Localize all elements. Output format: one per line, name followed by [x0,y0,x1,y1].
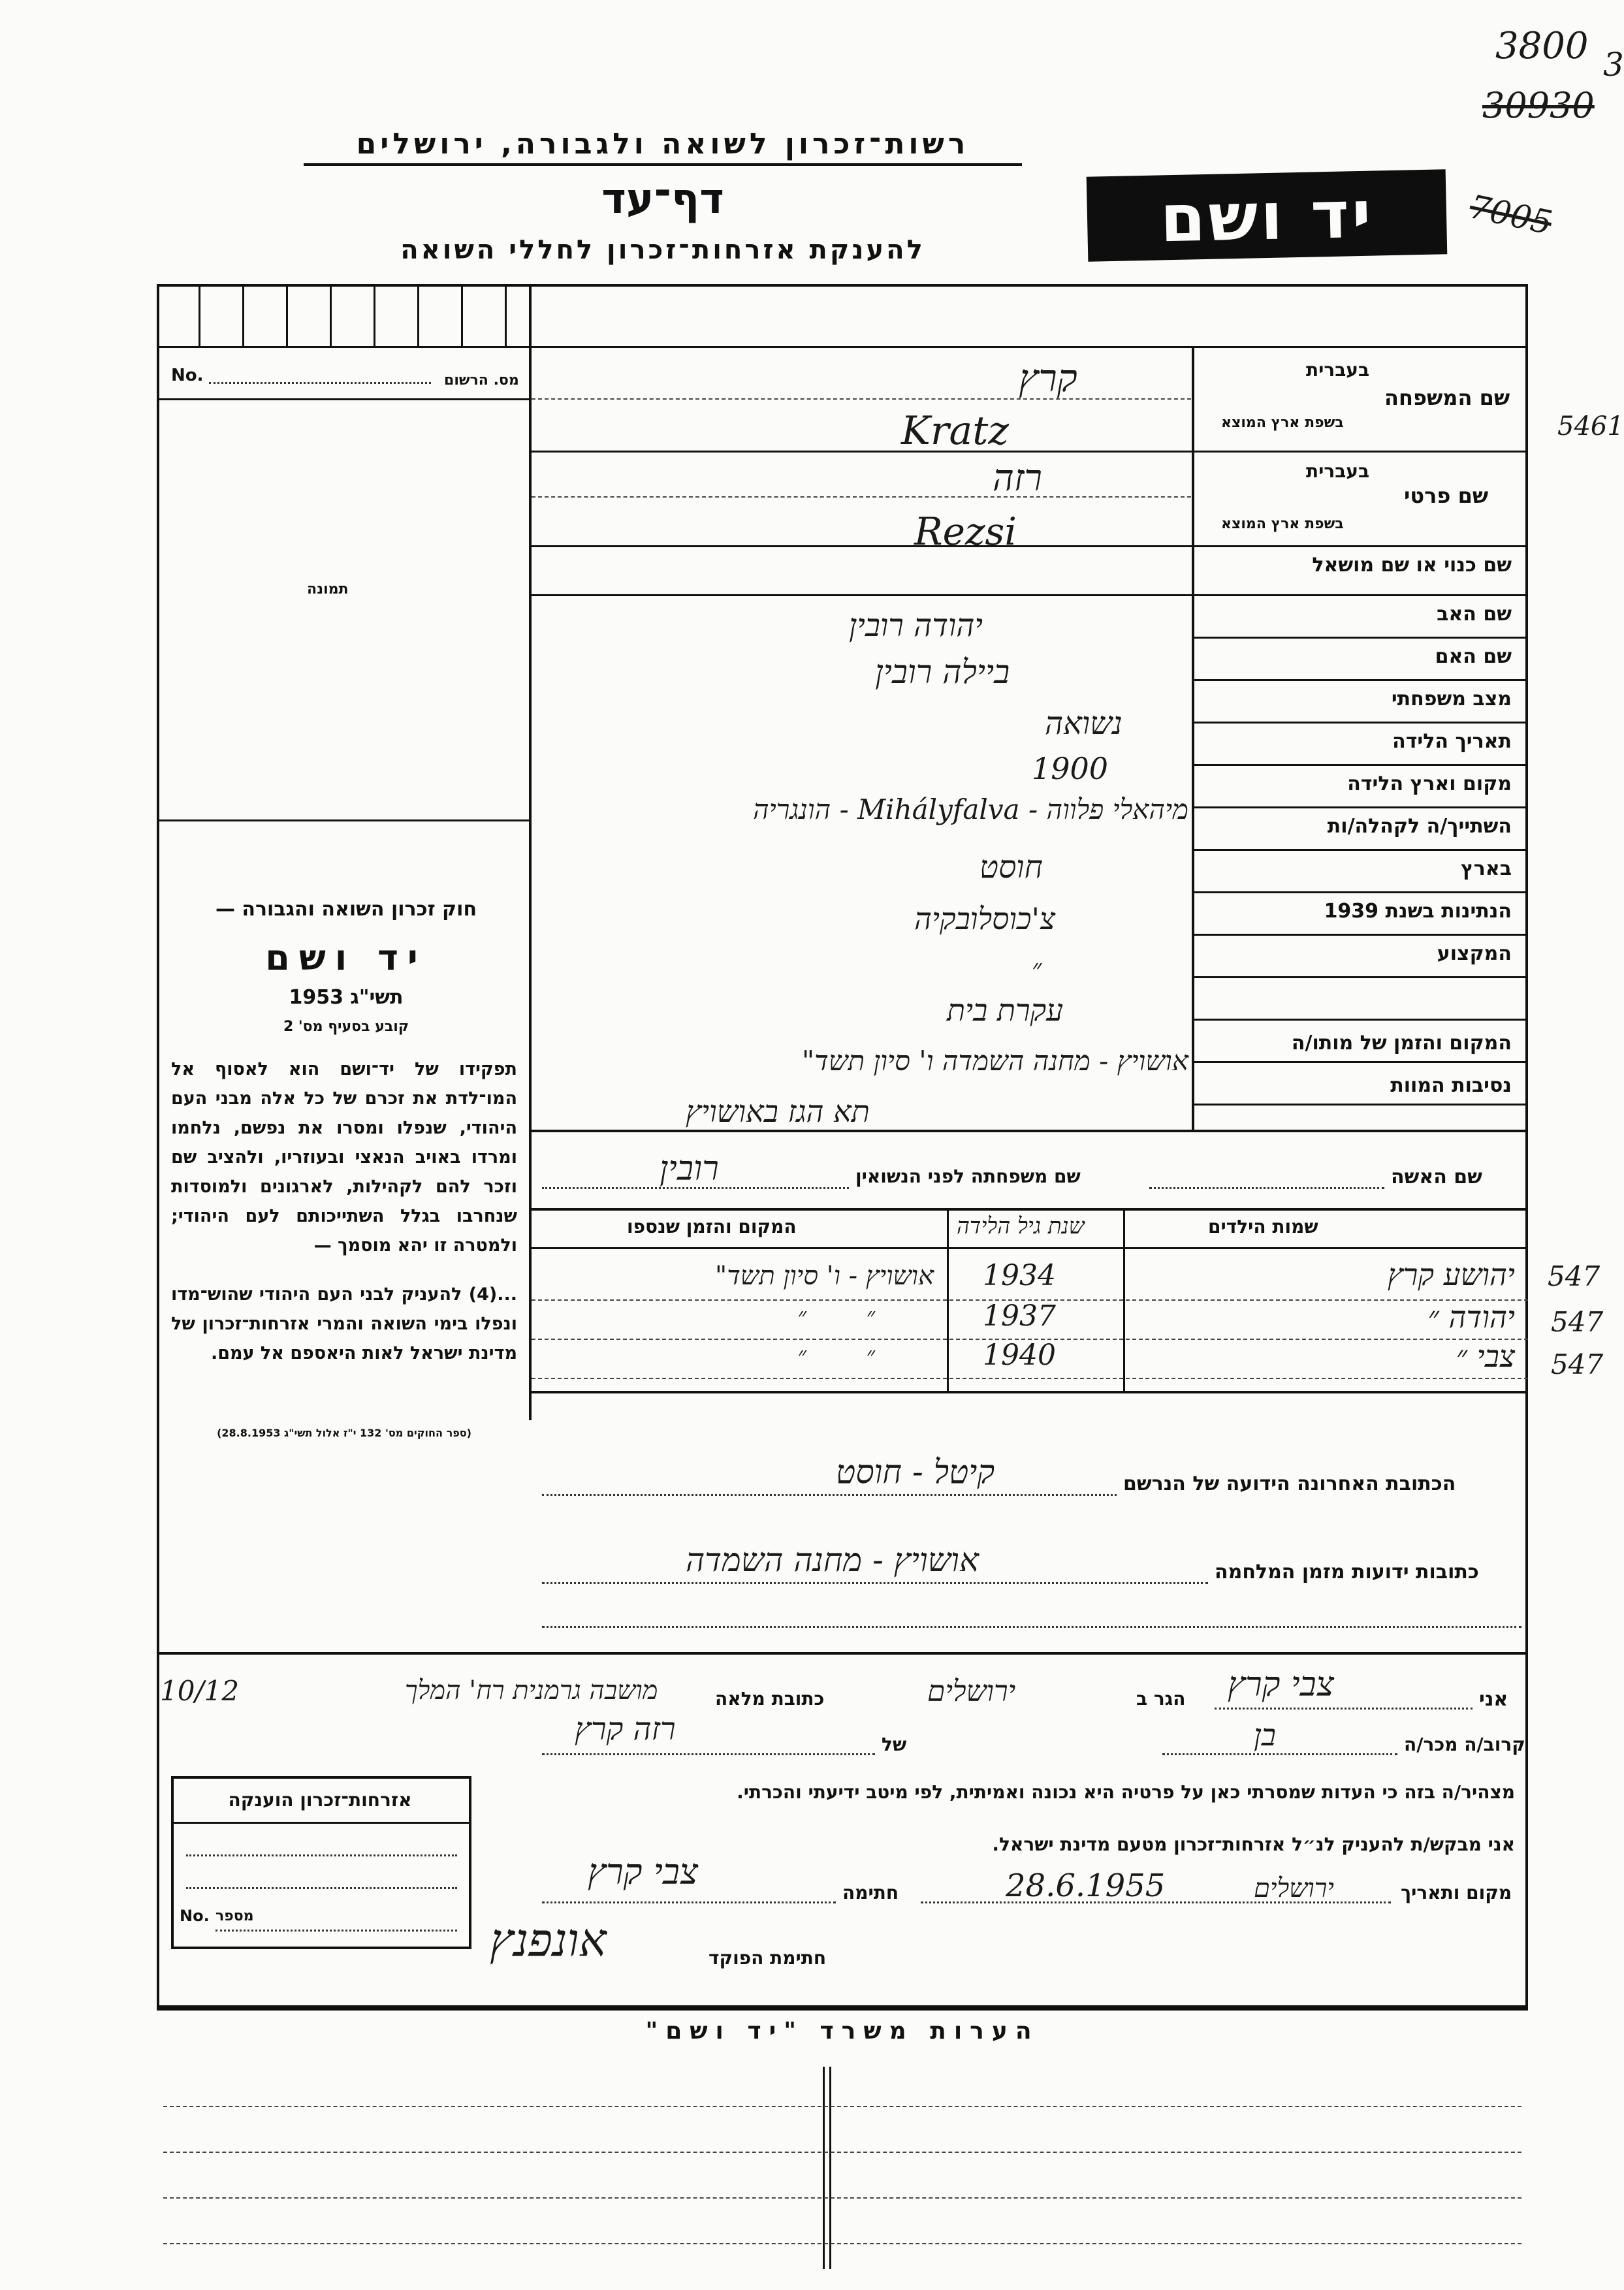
place-date-label: מקום ותאריך [1401,1882,1512,1903]
child-year: 1937 [983,1299,1056,1333]
first-name-label: שם פרטי [1404,483,1489,508]
yad-vashem-logo: יד ושם [1087,169,1448,261]
first-name-hebrew: רזה [993,457,1042,500]
row-line [1192,1019,1528,1021]
child-place: אושויץ - ו' סיון תשד" [714,1261,934,1291]
top-strip-line [157,346,1528,348]
declarant-line [1215,1708,1473,1710]
of-label: של [882,1734,907,1755]
country-label: בארץ [1460,857,1512,880]
section-line [529,1130,1528,1132]
struck-archive-number: 30930 [1482,85,1595,126]
marital-label: מצב משפחתי [1391,688,1512,710]
row-line [1192,806,1528,808]
last-address-line [542,1494,1117,1496]
war-address-label: כתובות ידועות מזמן המלחמה [1215,1561,1479,1583]
of-value: רזה קרץ [575,1711,676,1747]
reg-label: מס. הרשום [444,372,519,389]
community-label: השתייך/ה לקהלה/ות [1327,815,1512,838]
family-name-hebrew: קרץ [1019,356,1077,400]
extra-line [542,1626,1521,1628]
officer-signature: אונפנץ [490,1913,607,1967]
stamp-box-number-label: מספר [215,1908,254,1924]
labels-divider [1192,346,1194,1130]
section-line [529,1208,1528,1211]
nickname-label: שם כנוי או שם מושאל [1312,554,1512,577]
left-panel-divider [529,284,532,1420]
child-name: יהודה ״ [1427,1299,1515,1335]
row-dash [532,496,1191,498]
row-line [529,545,1528,547]
birth-date-value: 1900 [1032,751,1109,786]
office-remarks-title: הערות משרד "יד ושם" [645,2018,1040,2044]
remarks-divider [829,2067,831,2269]
date-value: 28.6.1955 [1006,1868,1166,1904]
origin-lang-label: בשפת ארץ המוצא [1221,415,1344,431]
profession-label: המקצוע [1437,942,1512,965]
row-line [529,594,1528,596]
declarant-i-label: אני [1479,1688,1508,1711]
family-name-label: שם המשפחה [1384,385,1510,410]
row-line [1192,1061,1528,1063]
relation-line [1162,1753,1397,1755]
form-title: דף־עד [601,175,724,223]
marital-value: נשואה [1045,705,1122,742]
children-year-header: שנת גיל הלידה [957,1213,1085,1239]
death-circumstances-value: תא הגז באושויץ [686,1094,870,1129]
origin-lang-label: בשפת ארץ המוצא [1221,516,1344,532]
last-address-label: הכתובת האחרונה הידועה של הנרשם [1123,1472,1456,1495]
stamp-box-title: אזרחות־זכרון הוענקה [228,1789,412,1811]
declaration-text: מצהיר/ה בזה כי העדות שמסרתי כאן על פרטיה היא נכונה ואמיתית, לפי מיטב ידיעתי והכרתי. [737,1781,1515,1803]
father-label: שם האב [1437,603,1512,626]
law-clause: קובע בסעיף מס' 2 [283,1019,409,1035]
row-line [1192,849,1528,851]
declarant-city: ירושלים [927,1675,1016,1708]
wife-label: שם האשה [1391,1166,1482,1188]
remarks-line [163,2243,1521,2244]
mother-value: ביילה רובין [875,653,1010,691]
child-name: צבי ״ [1456,1339,1515,1374]
archive-number: 3800 [1495,25,1589,67]
stamp-box-dots [186,1887,457,1889]
child-place: ״ ״ [797,1343,875,1369]
birth-place-value: מיהאלי פלווה - Mihályfalva - הונגריה [753,793,1188,825]
reg-no-line [209,382,431,384]
children-header-line [529,1247,1528,1249]
office-remarks-area [163,2067,1521,2276]
remarks-line [163,2152,1521,2153]
child-year: 1940 [983,1339,1056,1372]
declarant-address-number: 10/12 [160,1675,240,1707]
child-name: יהושע קרץ [1387,1257,1515,1292]
remarks-divider [823,2067,825,2269]
law-text-1: תפקידו של יד־ושם הוא לאסוף אל המו־לדת את זכרם של כל אלה מבני העם היהודי, שנפלו ומסרו את נפשם, נלחמו ומרדו באויב הנאצי ובעוזריו, ולהציב שם וזכר להם לקהילות, לארגונים ולמוסדות שנחרבו בגלל השתייכותם לעם היהודי; ולמטרה זו יהא מוסמך — [171,1059,517,1256]
law-text-2: ...(4) להעניק לבני העם היהודי שהוש־מדו ונפלו בימי השואה והמרי אזרחות־זכרון של מדינת ישראל לאות היאספם אל עמם. [171,1284,517,1363]
hebrew-label: בעברית [1306,359,1370,381]
stamp-box-dots [186,1854,457,1856]
row-line [1192,637,1528,639]
maiden-name-value: רובין [660,1149,719,1188]
row-line [1192,976,1528,978]
law-year: תשי"ג 1953 [289,986,404,1009]
row-line [1192,1104,1528,1105]
birth-place-label: מקום וארץ הלידה [1347,772,1512,795]
margin-number: 547 [1551,1348,1604,1380]
declarant-signature: צבי קרץ [588,1851,699,1892]
law-title: חוק זכרון השואה והגבורה — [215,898,477,921]
photo-label: תמונה [307,581,349,597]
form-subtitle: להענקת אזרחות־זכרון לחללי השואה [400,235,925,265]
of-line [542,1753,875,1755]
section-line [529,1391,1528,1393]
place-value: ירושלים [1254,1873,1334,1903]
row-line [1192,934,1528,936]
birth-date-label: תאריך הלידה [1392,730,1512,753]
remarks-line [163,2197,1521,2199]
signature-line [542,1901,836,1903]
relation-label: קרוב/ה מכר/ה [1404,1734,1525,1755]
family-name-origin: Kratz [901,408,1009,454]
reg-line [157,398,529,400]
stamp-box-line [171,1822,471,1824]
officer-signature-label: חתימת הפוקד [709,1947,827,1969]
margin-number: 5461 [1557,411,1624,441]
child-year: 1934 [983,1259,1056,1292]
mother-label: שם האם [1435,645,1512,668]
address-label: כתובת מלאה [715,1688,825,1710]
child-place: ״ ״ [797,1303,875,1330]
community-value: חוסט [979,849,1043,885]
authority-name: רשות־זכרון לשואה ולגבורה, ירושלים [356,127,970,161]
country-value: צ'כוסלובקיה [914,901,1056,936]
margin-number: 547 [1548,1260,1600,1292]
photo-bottom-line [157,819,529,821]
death-place-value: אושויץ - מחנה השמדה ו' סיון תשד" [801,1045,1188,1077]
struck-side-number: 7005 [1466,187,1555,242]
last-address-value: קיטל - חוסט [836,1453,995,1491]
signature-label: חתימה [842,1882,899,1903]
archive-number-edge: 3 [1603,46,1624,84]
row-line [529,451,1528,453]
resident-label: הגר ב [1136,1688,1186,1710]
hebrew-label: בעברית [1306,460,1370,482]
wife-line [1149,1187,1384,1189]
request-text: אני מבקש/ת להעניק לנ״ל אזרחות־זכרון מטעם מדינת ישראל. [992,1834,1515,1855]
section-line [157,1652,1528,1655]
section-line [157,2008,1528,2011]
row-line [1192,722,1528,724]
maiden-name-label: שם משפחתה לפני הנשואין [855,1166,1081,1187]
death-circumstances-label: נסיבות המוות [1390,1074,1512,1097]
row-line [1192,679,1528,681]
citizenship-value: ״ [1032,954,1042,984]
first-name-origin: Rezsi [914,509,1017,554]
relation-value: בן [1254,1717,1276,1753]
death-place-label: המקום והזמן של מותו/ה [1291,1032,1512,1055]
reg-no-label: No. [171,366,204,385]
declarant-name: צבי קרץ [1228,1665,1334,1704]
law-source: (ספר החוקים מס' 132 י"ז אלול תשי"ג 28.8.1953) [217,1427,471,1439]
children-place-header: המקום והזמן שנספו [627,1216,797,1237]
row-line [1192,891,1528,893]
war-address-value: אושויץ - מחנה השמדה [686,1541,979,1579]
row-dash [532,398,1191,400]
law-name: יד ושם [265,937,427,978]
reg-number-boxes [157,284,529,346]
children-names-header: שמות הילדים [1208,1216,1318,1237]
row-line [1192,764,1528,766]
header-underline [304,163,1022,166]
declarant-address: מושבה גרמנית רח' המלך [405,1676,658,1706]
remarks-line [163,2106,1521,2107]
profession-value: עקרת בית [947,993,1064,1028]
children-row-line [532,1378,1528,1379]
war-address-line [542,1582,1208,1584]
margin-number: 547 [1551,1306,1604,1338]
stamp-box-no-label: No. [180,1907,210,1925]
father-value: יהודה רובין [849,607,983,644]
stamp-box-dots [215,1930,457,1932]
citizenship-label: הנתינות בשנת 1939 [1324,900,1512,923]
